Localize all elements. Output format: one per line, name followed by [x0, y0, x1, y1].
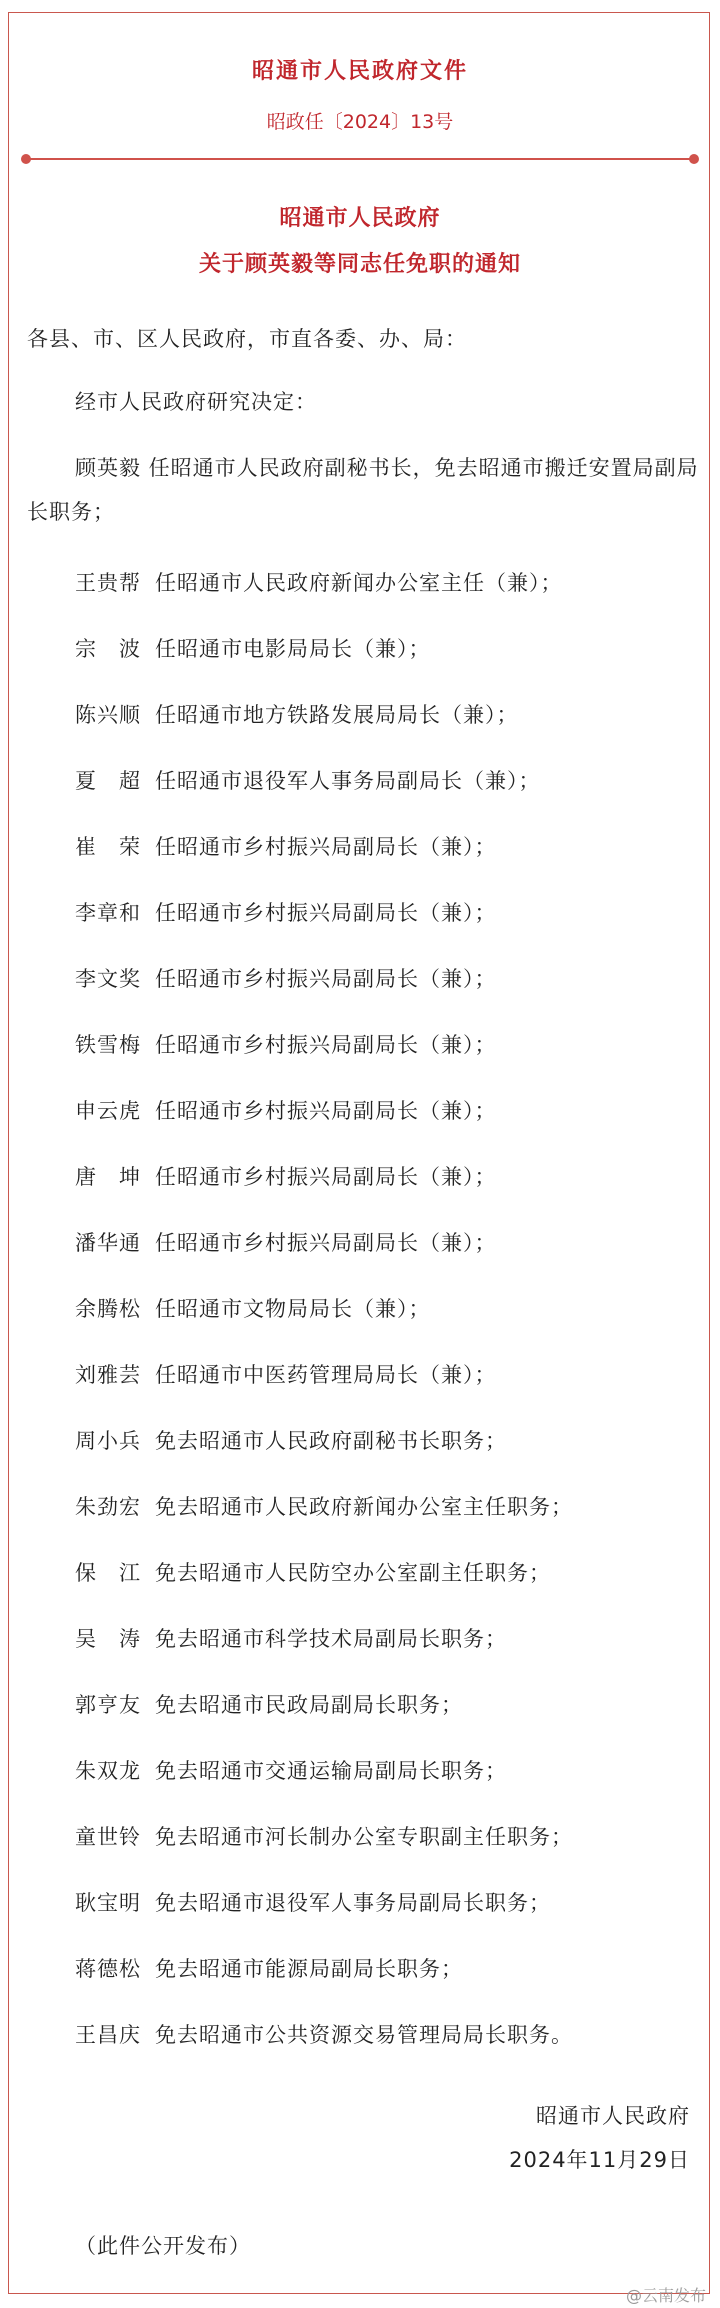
appointment-text: 任昭通市乡村振兴局副局长（兼）；: [155, 1033, 497, 1057]
appointment-text: 任昭通市中医药管理局局长（兼）；: [155, 1363, 497, 1387]
appointment-text: 任昭通市地方铁路发展局局长（兼）；: [155, 703, 519, 727]
person-name: 朱劲宏: [75, 1495, 141, 1519]
appointment-item: [75, 831, 497, 861]
appointment-item: [75, 2019, 573, 2049]
person-name: 童世铃: [75, 1825, 141, 1849]
appointment-text: 免去昭通市河长制办公室专职副主任职务；: [155, 1825, 573, 1849]
appointment-item: [75, 963, 497, 993]
first-appointment: 顾英毅 任昭通市人民政府副秘书长，免去昭通市搬迁安置局副局长职务；: [27, 456, 699, 524]
person-name: 余腾松: [75, 1297, 141, 1321]
appointment-item: [75, 1227, 497, 1257]
appointment-text: 任昭通市电影局局长（兼）；: [155, 637, 431, 661]
document-number: 昭政任〔2024〕13号: [266, 111, 454, 133]
appointment-text: 免去昭通市交通运输局副局长职务；: [155, 1759, 507, 1783]
appointment-item: [75, 1293, 431, 1323]
person-name: 保 江: [75, 1561, 141, 1585]
salutation: 各县、市、区人民政府，市直各委、办、局：: [27, 327, 467, 351]
appointment-text: 免去昭通市公共资源交易管理局局长职务。: [155, 2023, 573, 2047]
appointment-item: [75, 1557, 551, 1587]
person-name: 铁雪梅: [75, 1033, 141, 1057]
appointment-item: [75, 1029, 497, 1059]
signature-org: 昭通市人民政府: [536, 2104, 690, 2128]
person-name: 夏 超: [75, 769, 141, 793]
person-name: 宗 波: [75, 637, 141, 661]
notice-title: 关于顾英毅等同志任免职的通知: [198, 252, 521, 277]
notice-heading: [0, 196, 720, 288]
document-header: [0, 54, 720, 134]
appointment-item: [75, 1095, 497, 1125]
appointment-item: [75, 699, 519, 729]
appointment-text: 任昭通市退役军人事务局副局长（兼）；: [155, 769, 541, 793]
appointment-text: 任昭通市乡村振兴局副局长（兼）；: [155, 1165, 497, 1189]
person-name: 陈兴顺: [75, 703, 141, 727]
person-name: 申云虎: [75, 1099, 141, 1123]
appointment-item: [75, 1887, 551, 1917]
divider-dot-right: [689, 154, 699, 164]
appointment-text: 任昭通市乡村振兴局副局长（兼）；: [155, 901, 497, 925]
appointment-text: 任昭通市文物局局长（兼）；: [155, 1297, 431, 1321]
person-name: 潘华通: [75, 1231, 141, 1255]
appointment-item: [75, 1623, 507, 1653]
appointment-item: [75, 1359, 497, 1389]
person-name: 李章和: [75, 901, 141, 925]
notice-issuer: 昭通市人民政府: [279, 206, 441, 231]
appointment-item: [75, 1689, 463, 1719]
appointment-text: 任昭通市乡村振兴局副局长（兼）；: [155, 1231, 497, 1255]
person-name: 郭亨友: [75, 1693, 141, 1717]
person-name: 耿宝明: [75, 1891, 141, 1915]
appointment-item: [75, 1953, 463, 1983]
person-name: 刘雅芸: [75, 1363, 141, 1387]
signature-date: 2024年11月29日: [509, 2148, 690, 2172]
person-name: 朱双龙: [75, 1759, 141, 1783]
appointment-text: 免去昭通市民政局副局长职务；: [155, 1693, 463, 1717]
appointment-text: 任昭通市乡村振兴局副局长（兼）；: [155, 967, 497, 991]
watermark: @云南发布: [625, 2286, 706, 2305]
appointment-text: 免去昭通市退役军人事务局副局长职务；: [155, 1891, 551, 1915]
appointment-item: [75, 1161, 497, 1191]
appointment-item: [75, 567, 563, 597]
appointment-item: [75, 1821, 573, 1851]
appointment-item: [75, 897, 497, 927]
person-name: 唐 坤: [75, 1165, 141, 1189]
person-name: 李文奖: [75, 967, 141, 991]
appointment-text: 任昭通市人民政府新闻办公室主任（兼）；: [155, 571, 563, 595]
document-title: 昭通市人民政府文件: [251, 59, 468, 84]
appointment-text: 免去昭通市能源局副局长职务；: [155, 1957, 463, 1981]
document-border: [8, 12, 710, 2294]
appointment-item: [75, 1425, 507, 1455]
appointment-text: 免去昭通市人民政府新闻办公室主任职务；: [155, 1495, 573, 1519]
appointment-text: 任昭通市乡村振兴局副局长（兼）；: [155, 835, 497, 859]
person-name: 王昌庆: [75, 2023, 141, 2047]
appointment-item: [75, 1755, 507, 1785]
appointment-item: [75, 1491, 573, 1521]
person-name: 周小兵: [75, 1429, 141, 1453]
red-divider: [26, 158, 694, 160]
publication-note: （此件公开发布）: [75, 2234, 251, 2258]
intro-text: 经市人民政府研究决定：: [75, 390, 317, 414]
person-name: 崔 荣: [75, 835, 141, 859]
appointment-item: [75, 633, 431, 663]
appointment-text: 免去昭通市人民防空办公室副主任职务；: [155, 1561, 551, 1585]
appointment-text: 任昭通市乡村振兴局副局长（兼）；: [155, 1099, 497, 1123]
appointment-text: 免去昭通市科学技术局副局长职务；: [155, 1627, 507, 1651]
person-name: 王贵帮: [75, 571, 141, 595]
appointment-item: [75, 765, 541, 795]
person-name: 蒋德松: [75, 1957, 141, 1981]
appointment-text: 免去昭通市人民政府副秘书长职务；: [155, 1429, 507, 1453]
person-name: 吴 涛: [75, 1627, 141, 1651]
